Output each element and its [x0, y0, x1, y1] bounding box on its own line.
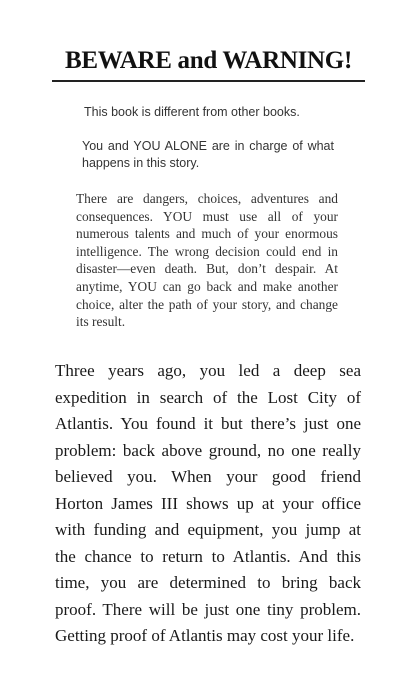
warning-paragraph-1: This book is different from other books.	[84, 105, 300, 119]
page-title: BEWARE and WARNING!	[65, 47, 352, 74]
warning-paragraph-2: You and YOU ALONE are in charge of what happens in this story.	[82, 139, 334, 170]
warning-paragraph-3: There are dangers, choices, adventures and consequences. YOU must use all of your numerous talents and much of your enormous intelligence. The wrong decision could end in disaster—even death. But, don’t despair. At anytime, YOU can go back and make another choice, alter the path of your story, and change its result.	[76, 191, 338, 330]
story-intro-paragraph: Three years ago, you led a deep sea expedition in search of the Lost City of Atlantis. You found it but there’s just one problem: back above ground, no one really believed you. When your good friend Horton James III shows up at your office with funding and equipment, you jump at the chance to return to Atlantis. And this time, you are determined to bring back proof. There will be just one tiny problem. Getting proof of Atlantis may cost your life.	[55, 361, 361, 645]
title-underline	[52, 80, 365, 82]
